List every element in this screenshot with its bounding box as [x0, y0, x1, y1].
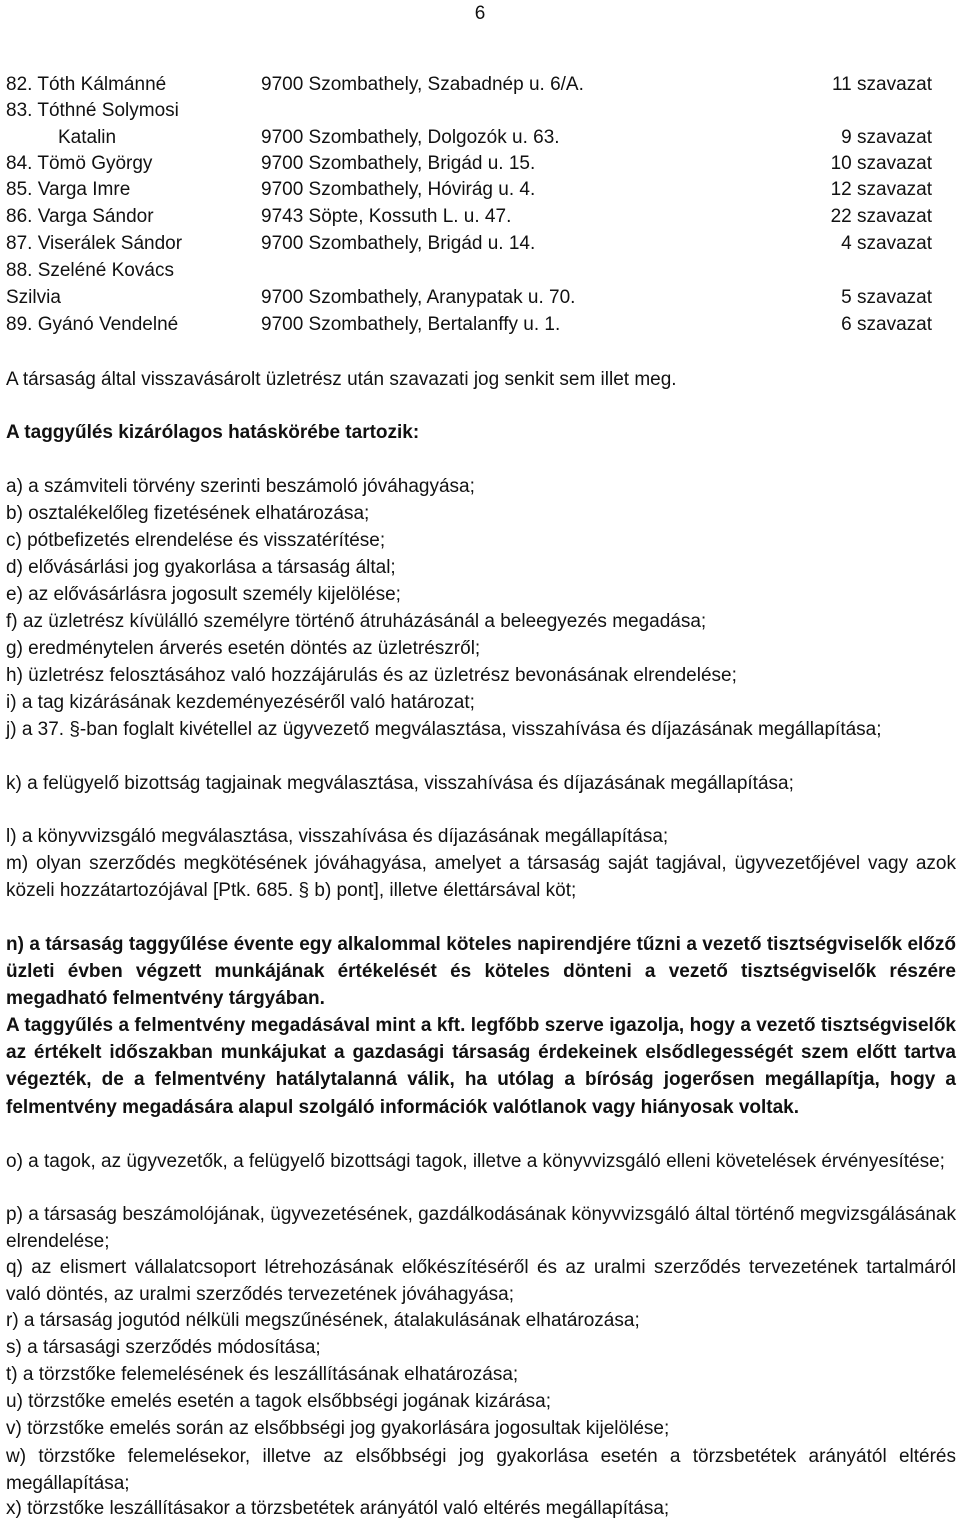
member-votes: 5 szavazat — [841, 287, 932, 308]
list-item-q: q) az elismert vállalatcsoport létrehozásának előkészítéséről és az uralmi szerződés tervezetének tartalmáról való döntés, az uralmi szerződés tervezetének jóváhagyása; — [6, 1257, 956, 1306]
voting-note: A társaság által visszavásárolt üzletrész után szavazati jog senkit sem illet meg. — [6, 369, 677, 390]
member-name: Szilvia — [6, 287, 61, 308]
member-votes: 22 szavazat — [830, 206, 932, 227]
member-votes: 11 szavazat — [832, 74, 932, 95]
list-item-b: b) osztalékelőleg fizetésének elhatározása; — [6, 503, 370, 524]
list-item-m: m) olyan szerződés megkötésének jóváhagyása, amelyet a társaság saját tagjával, ügyvezetőjével vagy azok közeli hozzátartozójával [Ptk. 685. § b) pont], illetve élettársával köt; — [6, 853, 956, 902]
member-name: 82. Tóth Kálmánné — [6, 74, 167, 95]
member-name: 86. Varga Sándor — [6, 206, 154, 227]
section-heading: A taggyűlés kizárólagos hatáskörébe tartozik: — [6, 422, 420, 443]
member-votes: 12 szavazat — [830, 179, 932, 200]
list-item-o: o) a tagok, az ügyvezetők, a felügyelő bizottsági tagok, illetve a könyvvizsgáló elleni követelések érvényesítése; — [6, 1151, 945, 1172]
member-name: 89. Gyánó Vendelné — [6, 314, 179, 335]
member-address: 9700 Szombathely, Hóvirág u. 4. — [261, 179, 536, 200]
list-item-c: c) pótbefizetés elrendelése és visszatérítése; — [6, 530, 386, 551]
list-item-u: u) törzstőke emelés esetén a tagok elsőbbségi jogának kizárása; — [6, 1391, 551, 1412]
member-name: 87. Viserálek Sándor — [6, 233, 183, 254]
list-item-j: j) a 37. §-ban foglalt kivétellel az ügyvezető megválasztása, visszahívása és díjazásának megállapítása; — [6, 719, 882, 740]
list-item-h: h) üzletrész felosztásához való hozzájárulás és az üzletrész bevonásának elrendelése; — [6, 665, 737, 686]
list-item-v: v) törzstőke emelés során az elsőbbségi jog gyakorlására jogosultak kijelölése; — [6, 1418, 670, 1439]
member-name: Katalin — [58, 127, 117, 148]
list-item-i: i) a tag kizárásának kezdeményezéséről való határozat; — [6, 692, 475, 713]
member-address: 9700 Szombathely, Aranypatak u. 70. — [261, 287, 576, 308]
member-address: 9700 Szombathely, Dolgozók u. 63. — [261, 127, 560, 148]
member-votes: 9 szavazat — [841, 127, 932, 148]
member-name: 84. Tömö György — [6, 153, 153, 174]
page-number: 6 — [474, 3, 486, 24]
list-item-g: g) eredménytelen árverés esetén döntés az üzletrészről; — [6, 638, 481, 659]
list-item-e: e) az elővásárlásra jogosult személy kijelölése; — [6, 584, 401, 605]
member-name: 88. Szeléné Kovács — [6, 260, 174, 281]
member-address: 9700 Szombathely, Bertalanffy u. 1. — [261, 314, 561, 335]
member-name: 85. Varga Imre — [6, 179, 131, 200]
member-address: 9700 Szombathely, Brigád u. 14. — [261, 233, 536, 254]
list-item-s: s) a társasági szerződés módosítása; — [6, 1337, 321, 1358]
exemption-paragraph: A taggyűlés a felmentvény megadásával mint a kft. legfőbb szerve igazolja, hogy a vezető tisztségviselők az értékelt időszakban munkájukat a gazdasági társaság érdekeinek elsődlegességét szem előtt tartva végezték, de a felmentvény hatálytalanná válik, ha utólag a bíróság jogerősen megállapítja, hogy a felmentvény megadására alapul szolgáló információk valótlanok vagy hiányosak voltak. — [6, 1015, 956, 1118]
member-address: 9700 Szombathely, Szabadnép u. 6/A. — [261, 74, 584, 95]
list-item-n: n) a társaság taggyűlése évente egy alkalommal köteles napirendjére tűzni a vezető tisztségviselők előző üzleti évben végzett munkájának értékelését és köteles dönteni a vezető tisztségviselők részére megadható felmentvény tárgyában. — [6, 934, 956, 1010]
list-item-d: d) elővásárlási jog gyakorlása a társaság által; — [6, 557, 396, 578]
list-item-w: w) törzstőke felemelésekor, illetve az elsőbbségi jog gyakorlása esetén a törzsbetétek arányától eltérés megállapítása; — [6, 1446, 956, 1495]
member-name: 83. Tóthné Solymosi — [6, 100, 179, 121]
list-item-p: p) a társaság beszámolójának, ügyvezetésének, gazdálkodásának könyvvizsgáló által történő megvizsgálásának elrendelése; — [6, 1204, 956, 1253]
list-item-k: k) a felügyelő bizottság tagjainak megválasztása, visszahívása és díjazásának megállapítása; — [6, 773, 794, 794]
list-item-f: f) az üzletrész kívülálló személyre történő átruházásánál a beleegyezés megadása; — [6, 611, 707, 632]
member-votes: 6 szavazat — [841, 314, 932, 335]
member-address: 9743 Söpte, Kossuth L. u. 47. — [261, 206, 512, 227]
list-item-t: t) a törzstőke felemelésének és leszállításának elhatározása; — [6, 1364, 519, 1385]
list-item-r: r) a társaság jogutód nélküli megszűnésének, átalakulásának elhatározása; — [6, 1310, 640, 1331]
list-item-l: l) a könyvvizsgáló megválasztása, visszahívása és díjazásának megállapítása; — [6, 826, 669, 847]
list-item-x: x) törzstőke leszállításakor a törzsbetétek arányától való eltérés megállapítása; — [6, 1498, 670, 1519]
member-votes: 4 szavazat — [841, 233, 932, 254]
member-votes: 10 szavazat — [830, 153, 932, 174]
member-address: 9700 Szombathely, Brigád u. 15. — [261, 153, 536, 174]
list-item-a: a) a számviteli törvény szerinti beszámoló jóváhagyása; — [6, 476, 475, 497]
